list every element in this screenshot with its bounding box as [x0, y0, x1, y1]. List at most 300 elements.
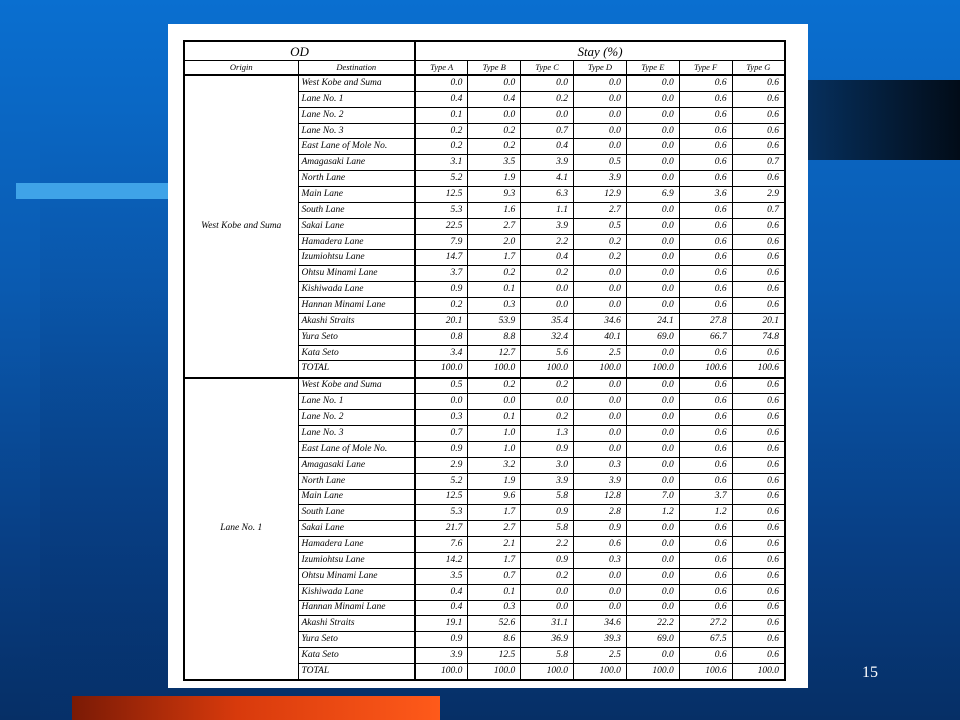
- value-cell: 0.2: [574, 234, 627, 250]
- value-cell: 14.7: [415, 250, 468, 266]
- value-cell: 22.5: [415, 218, 468, 234]
- value-cell: 3.4: [415, 345, 468, 361]
- destination-cell: Lane No. 3: [298, 123, 415, 139]
- decorative-red-bar: [72, 696, 440, 720]
- value-cell: 4.1: [521, 171, 574, 187]
- value-cell: 0.0: [574, 75, 627, 91]
- value-cell: 1.3: [521, 426, 574, 442]
- value-cell: 2.7: [468, 521, 521, 537]
- value-cell: 100.0: [468, 361, 521, 378]
- value-cell: 0.6: [732, 568, 785, 584]
- value-cell: 3.6: [679, 187, 732, 203]
- value-cell: 0.0: [626, 584, 679, 600]
- value-cell: 6.9: [626, 187, 679, 203]
- value-cell: 0.6: [679, 521, 732, 537]
- value-cell: 1.7: [468, 250, 521, 266]
- destination-cell: Lane No. 3: [298, 426, 415, 442]
- value-cell: 20.1: [415, 313, 468, 329]
- origin-group: [184, 378, 785, 681]
- value-cell: 5.2: [415, 473, 468, 489]
- value-cell: 1.2: [679, 505, 732, 521]
- value-cell: 0.2: [415, 139, 468, 155]
- value-cell: 19.1: [415, 616, 468, 632]
- destination-cell: West Kobe and Suma: [298, 378, 415, 394]
- value-cell: 0.2: [415, 298, 468, 314]
- origin-header: Origin: [184, 61, 298, 76]
- value-cell: 0.0: [626, 473, 679, 489]
- value-cell: 0.2: [468, 266, 521, 282]
- value-cell: 5.8: [521, 521, 574, 537]
- value-cell: 0.1: [468, 410, 521, 426]
- value-cell: 0.0: [574, 266, 627, 282]
- value-cell: 7.0: [626, 489, 679, 505]
- value-cell: 0.2: [415, 123, 468, 139]
- type-header: Type D: [574, 61, 627, 76]
- value-cell: 27.2: [679, 616, 732, 632]
- stay-header: Stay (%): [415, 41, 785, 61]
- value-cell: 0.3: [468, 600, 521, 616]
- destination-cell: Hannan Minami Lane: [298, 600, 415, 616]
- value-cell: 2.0: [468, 234, 521, 250]
- value-cell: 9.3: [468, 187, 521, 203]
- value-cell: 0.0: [521, 75, 574, 91]
- value-cell: 1.1: [521, 202, 574, 218]
- origin-group: [184, 75, 785, 378]
- value-cell: 3.9: [574, 473, 627, 489]
- value-cell: 0.6: [732, 505, 785, 521]
- value-cell: 0.6: [732, 139, 785, 155]
- value-cell: 0.6: [679, 202, 732, 218]
- type-header: Type E: [626, 61, 679, 76]
- value-cell: 0.6: [732, 441, 785, 457]
- value-cell: 7.9: [415, 234, 468, 250]
- value-cell: 2.1: [468, 537, 521, 553]
- value-cell: 2.2: [521, 537, 574, 553]
- value-cell: 3.9: [521, 155, 574, 171]
- destination-cell: TOTAL: [298, 361, 415, 378]
- value-cell: 0.6: [679, 171, 732, 187]
- value-cell: 0.6: [732, 107, 785, 123]
- value-cell: 0.0: [626, 345, 679, 361]
- value-cell: 0.6: [679, 648, 732, 664]
- value-cell: 100.0: [732, 663, 785, 680]
- value-cell: 34.6: [574, 313, 627, 329]
- value-cell: 0.6: [732, 298, 785, 314]
- value-cell: 22.2: [626, 616, 679, 632]
- value-cell: 0.6: [732, 457, 785, 473]
- value-cell: 0.6: [732, 552, 785, 568]
- value-cell: 0.4: [468, 91, 521, 107]
- value-cell: 1.0: [468, 426, 521, 442]
- value-cell: 2.9: [415, 457, 468, 473]
- value-cell: 0.6: [732, 91, 785, 107]
- value-cell: 0.6: [679, 410, 732, 426]
- value-cell: 0.0: [468, 394, 521, 410]
- value-cell: 0.6: [679, 123, 732, 139]
- od-stay-table: [183, 40, 786, 681]
- value-cell: 0.0: [626, 441, 679, 457]
- value-cell: 0.6: [679, 568, 732, 584]
- value-cell: 0.6: [679, 298, 732, 314]
- value-cell: 0.6: [679, 378, 732, 394]
- destination-cell: Main Lane: [298, 489, 415, 505]
- value-cell: 12.9: [574, 187, 627, 203]
- value-cell: 0.2: [468, 139, 521, 155]
- value-cell: 3.9: [415, 648, 468, 664]
- value-cell: 5.6: [521, 345, 574, 361]
- value-cell: 5.3: [415, 505, 468, 521]
- destination-cell: Amagasaki Lane: [298, 155, 415, 171]
- value-cell: 12.5: [415, 187, 468, 203]
- value-cell: 0.9: [415, 282, 468, 298]
- value-cell: 0.2: [468, 123, 521, 139]
- value-cell: 3.9: [521, 218, 574, 234]
- value-cell: 0.9: [521, 441, 574, 457]
- value-cell: 0.8: [415, 329, 468, 345]
- value-cell: 2.5: [574, 345, 627, 361]
- value-cell: 0.6: [732, 521, 785, 537]
- destination-cell: Kishiwada Lane: [298, 584, 415, 600]
- value-cell: 0.6: [679, 394, 732, 410]
- value-cell: 0.0: [521, 107, 574, 123]
- value-cell: 0.0: [626, 568, 679, 584]
- header-row-columns: [184, 61, 785, 76]
- value-cell: 100.6: [679, 663, 732, 680]
- destination-cell: Akashi Straits: [298, 616, 415, 632]
- value-cell: 0.6: [732, 410, 785, 426]
- value-cell: 0.9: [415, 632, 468, 648]
- value-cell: 0.6: [679, 282, 732, 298]
- value-cell: 3.5: [415, 568, 468, 584]
- value-cell: 0.4: [415, 91, 468, 107]
- destination-cell: Sakai Lane: [298, 521, 415, 537]
- value-cell: 32.4: [521, 329, 574, 345]
- value-cell: 34.6: [574, 616, 627, 632]
- value-cell: 0.0: [574, 107, 627, 123]
- destination-cell: East Lane of Mole No.: [298, 139, 415, 155]
- value-cell: 0.6: [679, 75, 732, 91]
- value-cell: 0.0: [521, 298, 574, 314]
- value-cell: 0.0: [521, 584, 574, 600]
- value-cell: 100.0: [574, 361, 627, 378]
- value-cell: 0.6: [732, 171, 785, 187]
- destination-cell: Yura Seto: [298, 329, 415, 345]
- value-cell: 0.0: [574, 282, 627, 298]
- value-cell: 100.0: [468, 663, 521, 680]
- value-cell: 100.0: [521, 663, 574, 680]
- destination-cell: Amagasaki Lane: [298, 457, 415, 473]
- type-header: Type G: [732, 61, 785, 76]
- value-cell: 2.7: [468, 218, 521, 234]
- value-cell: 0.0: [626, 75, 679, 91]
- destination-cell: South Lane: [298, 202, 415, 218]
- value-cell: 0.0: [574, 394, 627, 410]
- value-cell: 5.8: [521, 489, 574, 505]
- value-cell: 0.6: [732, 234, 785, 250]
- value-cell: 0.0: [521, 282, 574, 298]
- destination-cell: Hannan Minami Lane: [298, 298, 415, 314]
- value-cell: 0.2: [468, 378, 521, 394]
- value-cell: 0.6: [732, 75, 785, 91]
- destination-cell: Kata Seto: [298, 648, 415, 664]
- value-cell: 52.6: [468, 616, 521, 632]
- value-cell: 0.3: [574, 552, 627, 568]
- value-cell: 74.8: [732, 329, 785, 345]
- value-cell: 0.6: [732, 632, 785, 648]
- value-cell: 100.0: [415, 663, 468, 680]
- value-cell: 0.0: [626, 266, 679, 282]
- destination-cell: Lane No. 1: [298, 394, 415, 410]
- value-cell: 0.0: [626, 410, 679, 426]
- destination-cell: Lane No. 2: [298, 410, 415, 426]
- destination-cell: West Kobe and Suma: [298, 75, 415, 91]
- value-cell: 40.1: [574, 329, 627, 345]
- value-cell: 0.4: [521, 139, 574, 155]
- value-cell: 0.3: [415, 410, 468, 426]
- value-cell: 0.6: [679, 218, 732, 234]
- value-cell: 100.6: [732, 361, 785, 378]
- value-cell: 0.0: [626, 91, 679, 107]
- value-cell: 0.7: [732, 155, 785, 171]
- value-cell: 0.6: [732, 473, 785, 489]
- origin-cell: West Kobe and Suma: [184, 75, 298, 378]
- value-cell: 69.0: [626, 632, 679, 648]
- value-cell: 5.8: [521, 648, 574, 664]
- value-cell: 0.6: [679, 584, 732, 600]
- value-cell: 0.2: [521, 378, 574, 394]
- destination-header: Destination: [298, 61, 415, 76]
- value-cell: 1.9: [468, 171, 521, 187]
- value-cell: 0.6: [732, 584, 785, 600]
- destination-cell: North Lane: [298, 171, 415, 187]
- value-cell: 1.6: [468, 202, 521, 218]
- value-cell: 0.0: [626, 282, 679, 298]
- value-cell: 0.3: [468, 298, 521, 314]
- value-cell: 0.6: [732, 537, 785, 553]
- value-cell: 0.0: [626, 521, 679, 537]
- value-cell: 2.9: [732, 187, 785, 203]
- value-cell: 0.6: [679, 537, 732, 553]
- background-shade: [40, 110, 168, 720]
- document-panel: [168, 24, 808, 688]
- destination-cell: Lane No. 2: [298, 107, 415, 123]
- value-cell: 1.7: [468, 505, 521, 521]
- value-cell: 0.0: [626, 457, 679, 473]
- value-cell: 0.0: [626, 426, 679, 442]
- value-cell: 12.5: [468, 648, 521, 664]
- value-cell: 6.3: [521, 187, 574, 203]
- value-cell: 0.0: [574, 441, 627, 457]
- value-cell: 0.0: [574, 410, 627, 426]
- value-cell: 0.9: [574, 521, 627, 537]
- value-cell: 0.6: [679, 234, 732, 250]
- value-cell: 69.0: [626, 329, 679, 345]
- value-cell: 0.6: [732, 123, 785, 139]
- value-cell: 0.0: [626, 107, 679, 123]
- destination-cell: East Lane of Mole No.: [298, 441, 415, 457]
- value-cell: 0.5: [415, 378, 468, 394]
- value-cell: 27.8: [679, 313, 732, 329]
- value-cell: 0.9: [521, 505, 574, 521]
- value-cell: 0.0: [626, 394, 679, 410]
- value-cell: 8.8: [468, 329, 521, 345]
- value-cell: 0.6: [732, 378, 785, 394]
- type-header: Type F: [679, 61, 732, 76]
- destination-cell: Hamadera Lane: [298, 537, 415, 553]
- value-cell: 0.0: [415, 75, 468, 91]
- value-cell: 3.5: [468, 155, 521, 171]
- value-cell: 2.2: [521, 234, 574, 250]
- value-cell: 0.0: [626, 552, 679, 568]
- destination-cell: Sakai Lane: [298, 218, 415, 234]
- value-cell: 0.7: [415, 426, 468, 442]
- type-header: Type A: [415, 61, 468, 76]
- destination-cell: Kishiwada Lane: [298, 282, 415, 298]
- value-cell: 66.7: [679, 329, 732, 345]
- value-cell: 0.6: [679, 457, 732, 473]
- value-cell: 0.6: [679, 473, 732, 489]
- value-cell: 5.3: [415, 202, 468, 218]
- value-cell: 0.0: [626, 202, 679, 218]
- value-cell: 0.6: [732, 426, 785, 442]
- value-cell: 0.6: [679, 107, 732, 123]
- header-row-top: [184, 41, 785, 61]
- destination-cell: Izumiohtsu Lane: [298, 552, 415, 568]
- value-cell: 24.1: [626, 313, 679, 329]
- value-cell: 0.0: [626, 298, 679, 314]
- type-header: Type B: [468, 61, 521, 76]
- value-cell: 31.1: [521, 616, 574, 632]
- value-cell: 39.3: [574, 632, 627, 648]
- od-header: OD: [184, 41, 415, 61]
- value-cell: 0.6: [679, 426, 732, 442]
- destination-cell: Yura Seto: [298, 632, 415, 648]
- value-cell: 0.6: [732, 648, 785, 664]
- table-row: [184, 75, 785, 91]
- value-cell: 0.4: [415, 600, 468, 616]
- value-cell: 21.7: [415, 521, 468, 537]
- value-cell: 0.6: [732, 218, 785, 234]
- value-cell: 3.7: [415, 266, 468, 282]
- value-cell: 0.6: [732, 394, 785, 410]
- value-cell: 0.0: [574, 568, 627, 584]
- destination-cell: Lane No. 1: [298, 91, 415, 107]
- value-cell: 2.8: [574, 505, 627, 521]
- value-cell: 0.0: [626, 155, 679, 171]
- value-cell: 12.5: [415, 489, 468, 505]
- destination-cell: TOTAL: [298, 663, 415, 680]
- value-cell: 14.2: [415, 552, 468, 568]
- value-cell: 0.0: [574, 139, 627, 155]
- value-cell: 0.2: [521, 410, 574, 426]
- value-cell: 0.6: [679, 155, 732, 171]
- value-cell: 0.2: [521, 266, 574, 282]
- value-cell: 0.9: [415, 441, 468, 457]
- value-cell: 0.0: [521, 600, 574, 616]
- value-cell: 0.0: [574, 584, 627, 600]
- value-cell: 0.6: [732, 489, 785, 505]
- value-cell: 0.6: [732, 345, 785, 361]
- value-cell: 0.7: [468, 568, 521, 584]
- origin-cell: Lane No. 1: [184, 378, 298, 681]
- value-cell: 0.0: [626, 250, 679, 266]
- value-cell: 0.0: [626, 378, 679, 394]
- value-cell: 0.0: [626, 234, 679, 250]
- value-cell: 35.4: [521, 313, 574, 329]
- value-cell: 100.0: [574, 663, 627, 680]
- type-header: Type C: [521, 61, 574, 76]
- value-cell: 9.6: [468, 489, 521, 505]
- value-cell: 0.6: [679, 552, 732, 568]
- value-cell: 100.0: [626, 361, 679, 378]
- value-cell: 0.1: [468, 584, 521, 600]
- value-cell: 100.6: [679, 361, 732, 378]
- value-cell: 7.6: [415, 537, 468, 553]
- value-cell: 0.0: [468, 75, 521, 91]
- value-cell: 1.2: [626, 505, 679, 521]
- value-cell: 5.2: [415, 171, 468, 187]
- destination-cell: Ohtsu Minami Lane: [298, 568, 415, 584]
- value-cell: 0.0: [574, 600, 627, 616]
- slide-number: 15: [862, 664, 878, 681]
- value-cell: 0.5: [574, 155, 627, 171]
- value-cell: 0.0: [574, 426, 627, 442]
- value-cell: 0.0: [626, 218, 679, 234]
- value-cell: 3.0: [521, 457, 574, 473]
- value-cell: 20.1: [732, 313, 785, 329]
- destination-cell: Ohtsu Minami Lane: [298, 266, 415, 282]
- value-cell: 3.1: [415, 155, 468, 171]
- value-cell: 0.0: [626, 537, 679, 553]
- value-cell: 67.5: [679, 632, 732, 648]
- destination-cell: Hamadera Lane: [298, 234, 415, 250]
- value-cell: 0.0: [415, 394, 468, 410]
- value-cell: 0.7: [521, 123, 574, 139]
- value-cell: 0.2: [521, 568, 574, 584]
- value-cell: 0.6: [679, 266, 732, 282]
- value-cell: 3.9: [521, 473, 574, 489]
- value-cell: 0.6: [679, 441, 732, 457]
- destination-cell: Kata Seto: [298, 345, 415, 361]
- value-cell: 0.2: [521, 91, 574, 107]
- value-cell: 0.6: [732, 266, 785, 282]
- value-cell: 0.1: [415, 107, 468, 123]
- value-cell: 0.3: [574, 457, 627, 473]
- value-cell: 0.4: [415, 584, 468, 600]
- value-cell: 0.7: [732, 202, 785, 218]
- value-cell: 0.6: [574, 537, 627, 553]
- value-cell: 0.0: [574, 123, 627, 139]
- value-cell: 53.9: [468, 313, 521, 329]
- value-cell: 0.0: [574, 378, 627, 394]
- value-cell: 0.9: [521, 552, 574, 568]
- destination-cell: Main Lane: [298, 187, 415, 203]
- value-cell: 1.9: [468, 473, 521, 489]
- value-cell: 1.7: [468, 552, 521, 568]
- value-cell: 12.8: [574, 489, 627, 505]
- value-cell: 0.0: [626, 171, 679, 187]
- value-cell: 100.0: [415, 361, 468, 378]
- value-cell: 2.5: [574, 648, 627, 664]
- value-cell: 100.0: [521, 361, 574, 378]
- value-cell: 0.0: [574, 298, 627, 314]
- value-cell: 12.7: [468, 345, 521, 361]
- value-cell: 0.0: [468, 107, 521, 123]
- value-cell: 0.6: [732, 282, 785, 298]
- value-cell: 36.9: [521, 632, 574, 648]
- value-cell: 0.6: [679, 600, 732, 616]
- value-cell: 3.2: [468, 457, 521, 473]
